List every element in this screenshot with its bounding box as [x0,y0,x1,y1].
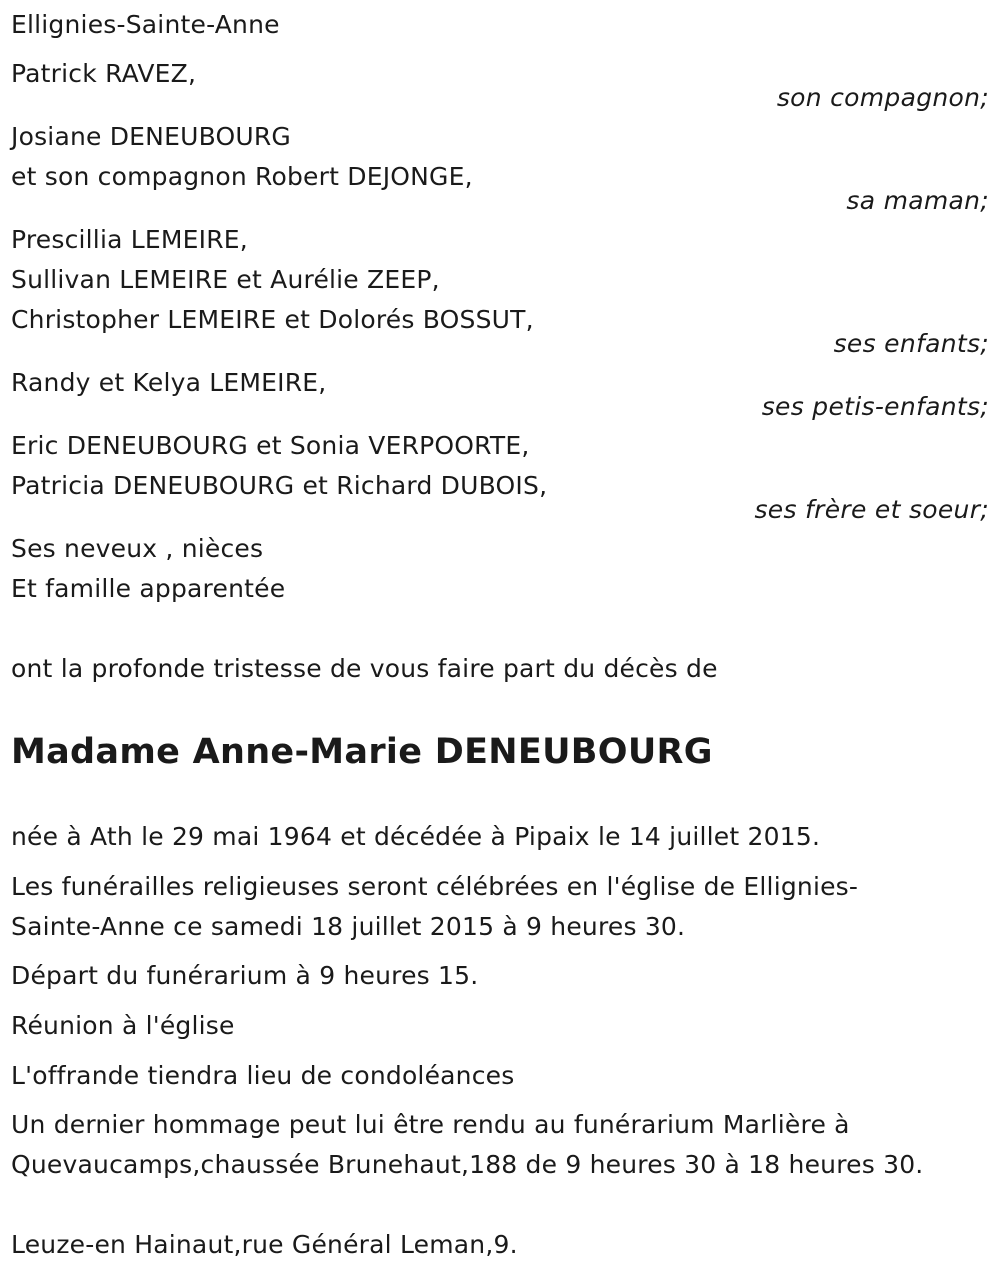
relation-label: ses petis-enfants; [761,392,989,421]
others-line: Et famille apparentée [11,574,286,603]
family-name-line: Christopher LEMEIRE et Dolorés BOSSUT, [11,305,534,334]
funeral-text-line: Les funérailles religieuses seront célébrées en l'église de Ellignies- [11,872,859,901]
family-name-line: Patrick RAVEZ, [11,59,197,88]
meeting-text: Réunion à l'église [11,1011,235,1040]
funeral-text-line: Sainte-Anne ce samedi 18 juillet 2015 à 9 heures 30. [11,912,686,941]
relation-label: sa maman; [846,186,989,215]
departure-text: Départ du funérarium à 9 heures 15. [11,961,479,990]
relation-label: ses frère et soeur; [754,495,989,524]
family-name-line: Josiane DENEUBOURG [11,122,292,151]
relation-label: son compagnon; [776,83,989,112]
deceased-name: Madame Anne-Marie DENEUBOURG [11,732,713,772]
family-name-line: Prescillia LEMEIRE, [11,225,248,254]
header-location: Ellignies-Sainte-Anne [11,10,280,39]
family-name-line: Patricia DENEUBOURG et Richard DUBOIS, [11,471,548,500]
address-text: Leuze-en Hainaut,rue Général Leman,9. [11,1230,518,1259]
announcement-text: ont la profonde tristesse de vous faire part du décès de [11,654,718,683]
family-name-line: et son compagnon Robert DEJONGE, [11,162,473,191]
family-name-line: Randy et Kelya LEMEIRE, [11,368,327,397]
others-line: Ses neveux , nièces [11,534,264,563]
birth-death-text: née à Ath le 29 mai 1964 et décédée à Pipaix le 14 juillet 2015. [11,822,821,851]
tribute-text-line: Quevaucamps,chaussée Brunehaut,188 de 9 heures 30 à 18 heures 30. [11,1150,924,1179]
family-name-line: Sullivan LEMEIRE et Aurélie ZEEP, [11,265,440,294]
offering-text: L'offrande tiendra lieu de condoléances [11,1061,515,1090]
relation-label: ses enfants; [833,329,989,358]
family-name-line: Eric DENEUBOURG et Sonia VERPOORTE, [11,431,530,460]
tribute-text-line: Un dernier hommage peut lui être rendu au funérarium Marlière à [11,1110,850,1139]
